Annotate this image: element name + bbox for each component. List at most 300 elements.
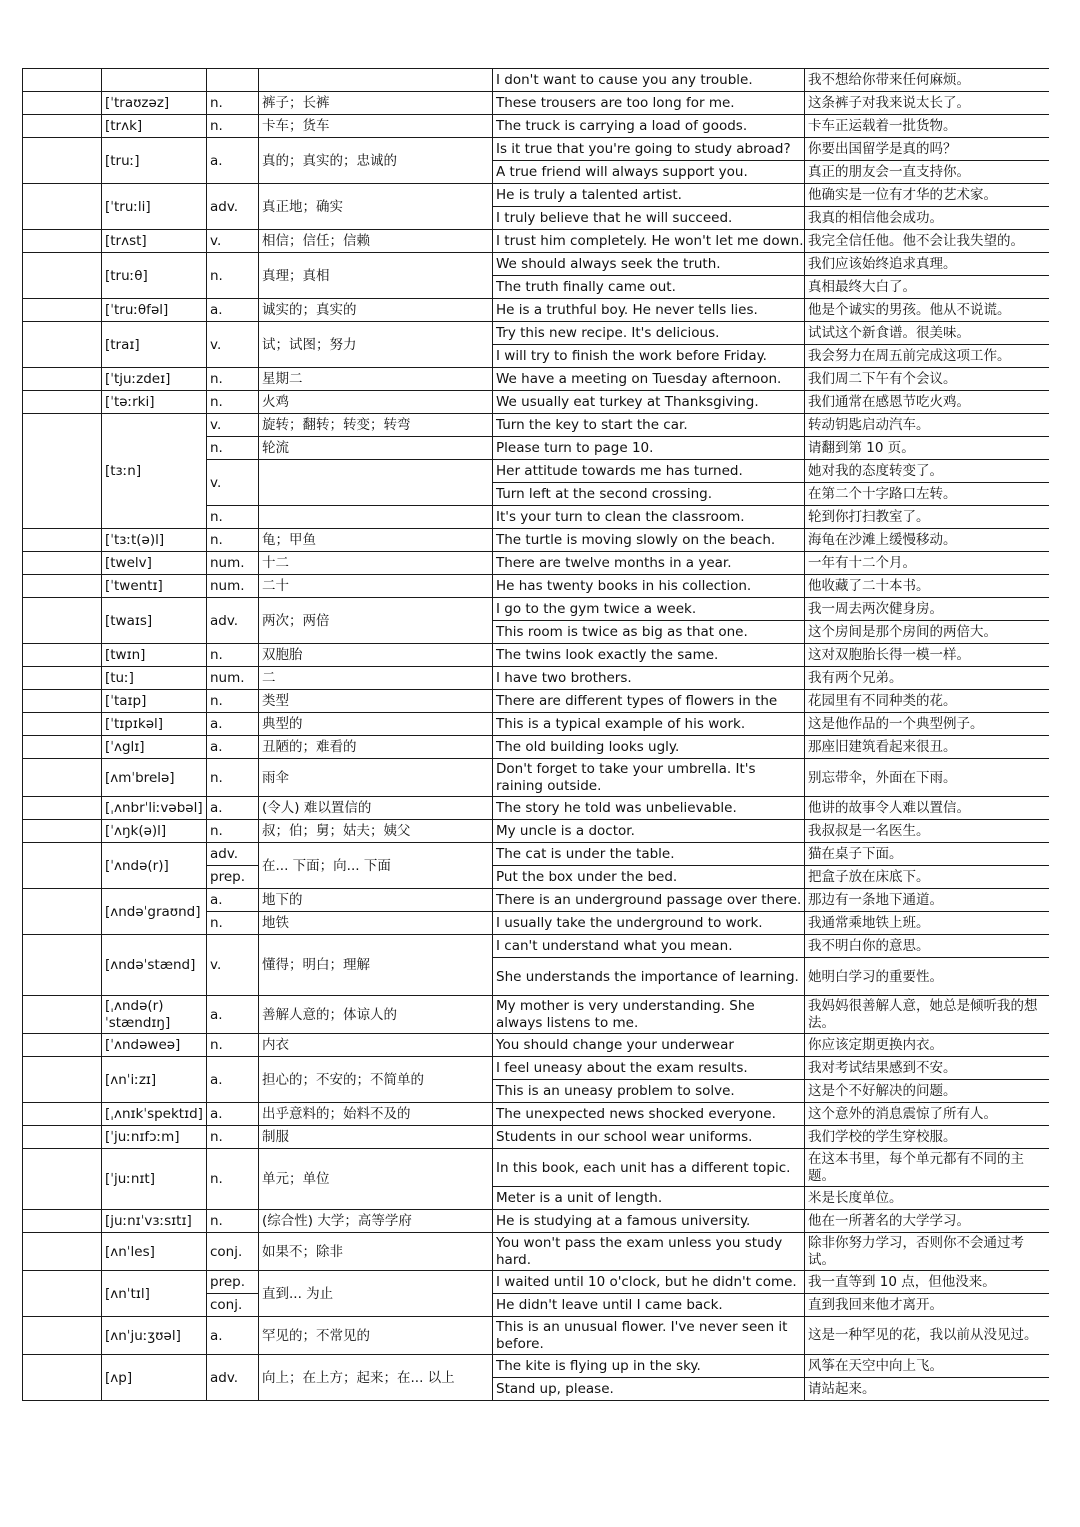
example-zh-cell: 我不想给你带来任何麻烦。 (805, 69, 1050, 92)
vocabulary-sheet (22, 68, 1049, 1445)
pos-cell: n. (207, 1126, 259, 1149)
example-zh-cell: 这个房间是那个房间的两倍大。 (805, 621, 1050, 644)
blank-cell (23, 1271, 102, 1317)
pos-cell: n. (207, 92, 259, 115)
example-en-cell: Students in our school wear uniforms. (493, 1126, 805, 1149)
pos-cell: n. (207, 759, 259, 797)
example-zh-cell: 直到我回来他才离开。 (805, 1294, 1050, 1317)
meaning-cell: 担心的；不安的；不简单的 (259, 1057, 493, 1103)
meaning-cell: 双胞胎 (259, 644, 493, 667)
phonetic-cell: [ˌʌnbrˈliːvəbəl] (102, 797, 207, 820)
example-zh-cell: 我妈妈很善解人意，她总是倾听我的想法。 (805, 996, 1050, 1034)
meaning-cell: 懂得；明白；理解 (259, 935, 493, 996)
pos-cell: num. (207, 552, 259, 575)
pos-cell: n. (207, 912, 259, 935)
example-en-cell: The truth finally came out. (493, 276, 805, 299)
table-row (23, 1233, 1050, 1271)
meaning-cell: (令人) 难以置信的 (259, 797, 493, 820)
meaning-cell: 火鸡 (259, 391, 493, 414)
pos-cell: a. (207, 1057, 259, 1103)
phonetic-cell: [ʌndəˈgraʊnd] (102, 889, 207, 935)
pos-cell: v. (207, 230, 259, 253)
blank-cell (23, 667, 102, 690)
pos-cell: conj. (207, 1294, 259, 1317)
example-zh-cell: 那座旧建筑看起来很丑。 (805, 736, 1050, 759)
blank-cell (23, 759, 102, 797)
example-en-cell: The truck is carrying a load of goods. (493, 115, 805, 138)
pos-cell: a. (207, 736, 259, 759)
example-en-cell: Turn the key to start the car. (493, 414, 805, 437)
pos-cell: n. (207, 368, 259, 391)
table-row (23, 713, 1050, 736)
pos-cell: prep. (207, 1271, 259, 1294)
phonetic-cell: [ˈtruːθfəl] (102, 299, 207, 322)
example-zh-cell: 除非你努力学习，否则你不会通过考试。 (805, 1233, 1050, 1271)
meaning-cell: 诚实的；真实的 (259, 299, 493, 322)
example-zh-cell: 他收藏了二十本书。 (805, 575, 1050, 598)
pos-cell: num. (207, 667, 259, 690)
blank-cell (23, 843, 102, 889)
example-en-cell: I usually take the underground to work. (493, 912, 805, 935)
pos-cell: v. (207, 322, 259, 368)
meaning-cell: 如果不；除非 (259, 1233, 493, 1271)
meaning-cell (259, 460, 493, 506)
phonetic-cell: [juːnɪˈvɜːsɪtɪ] (102, 1210, 207, 1233)
example-zh-cell: 你要出国留学是真的吗？ (805, 138, 1050, 161)
example-en-cell: My mother is very understanding. She always listens to me. (493, 996, 805, 1034)
example-en-cell: I have two brothers. (493, 667, 805, 690)
blank-cell (23, 391, 102, 414)
phonetic-cell: [ˈtjuːzdeɪ] (102, 368, 207, 391)
example-en-cell: He is truly a talented artist. (493, 184, 805, 207)
table-row (23, 414, 1050, 437)
pos-cell: n. (207, 690, 259, 713)
table-row (23, 797, 1050, 820)
meaning-cell: 善解人意的；体谅人的 (259, 996, 493, 1034)
table-row (23, 138, 1050, 161)
example-zh-cell: 这个意外的消息震惊了所有人。 (805, 1103, 1050, 1126)
phonetic-cell: [ʌmˈbrelə] (102, 759, 207, 797)
example-zh-cell: 我一直等到 10 点，但他没来。 (805, 1271, 1050, 1294)
blank-cell (23, 1034, 102, 1057)
table-row (23, 299, 1050, 322)
example-zh-cell: 海龟在沙滩上缓慢移动。 (805, 529, 1050, 552)
blank-cell (23, 414, 102, 529)
example-zh-cell: 风筝在天空中向上飞。 (805, 1355, 1050, 1378)
example-en-cell: In this book, each unit has a different topic. (493, 1149, 805, 1187)
example-zh-cell: 试试这个新食谱。很美味。 (805, 322, 1050, 345)
phonetic-cell: [ʌnˈiːzɪ] (102, 1057, 207, 1103)
meaning-cell: 地下的 (259, 889, 493, 912)
example-zh-cell: 把盒子放在床底下。 (805, 866, 1050, 889)
table-row (23, 92, 1050, 115)
meaning-cell: 典型的 (259, 713, 493, 736)
meaning-cell: 十二 (259, 552, 493, 575)
example-zh-cell: 他在一所著名的大学学习。 (805, 1210, 1050, 1233)
table-row (23, 996, 1050, 1034)
pos-cell: n. (207, 644, 259, 667)
example-zh-cell: 我一周去两次健身房。 (805, 598, 1050, 621)
meaning-cell: (综合性) 大学；高等学府 (259, 1210, 493, 1233)
blank-cell (23, 996, 102, 1034)
pos-cell: a. (207, 299, 259, 322)
phonetic-cell: [ˈtraʊzəz] (102, 92, 207, 115)
blank-cell (23, 69, 102, 92)
phonetic-cell: [ˈtwentɪ] (102, 575, 207, 598)
meaning-cell: 真理；真相 (259, 253, 493, 299)
meaning-cell: 制服 (259, 1126, 493, 1149)
example-en-cell: He is studying at a famous university. (493, 1210, 805, 1233)
phonetic-cell: [ˈʌglɪ] (102, 736, 207, 759)
example-zh-cell: 我们学校的学生穿校服。 (805, 1126, 1050, 1149)
table-row (23, 667, 1050, 690)
phonetic-cell: [traɪ] (102, 322, 207, 368)
example-en-cell: He didn't leave until I came back. (493, 1294, 805, 1317)
pos-cell: a. (207, 138, 259, 184)
blank-cell (23, 299, 102, 322)
example-zh-cell: 我们应该始终追求真理。 (805, 253, 1050, 276)
meaning-cell: 在... 下面；向... 下面 (259, 843, 493, 889)
phonetic-cell: [ˈʌndəweə] (102, 1034, 207, 1057)
example-en-cell: I feel uneasy about the exam results. (493, 1057, 805, 1080)
meaning-cell: 卡车；货车 (259, 115, 493, 138)
phonetic-cell: [twɪn] (102, 644, 207, 667)
table-row (23, 1355, 1050, 1378)
blank-cell (23, 1103, 102, 1126)
phonetic-cell: [ˈtruːli] (102, 184, 207, 230)
example-en-cell: Put the box under the bed. (493, 866, 805, 889)
table-row (23, 690, 1050, 713)
blank-cell (23, 736, 102, 759)
example-en-cell: The cat is under the table. (493, 843, 805, 866)
meaning-cell (259, 69, 493, 92)
phonetic-cell: [ʌp] (102, 1355, 207, 1401)
phonetic-cell: [ˈtɪpɪkəl] (102, 713, 207, 736)
example-en-cell: The old building looks ugly. (493, 736, 805, 759)
blank-cell (23, 368, 102, 391)
example-en-cell: You won't pass the exam unless you study hard. (493, 1233, 805, 1271)
example-zh-cell: 猫在桌子下面。 (805, 843, 1050, 866)
example-en-cell: We have a meeting on Tuesday afternoon. (493, 368, 805, 391)
meaning-cell: 星期二 (259, 368, 493, 391)
table-row (23, 552, 1050, 575)
blank-cell (23, 529, 102, 552)
phonetic-cell: [ˈʌŋk(ə)l] (102, 820, 207, 843)
blank-cell (23, 797, 102, 820)
phonetic-cell: [ˈtɜːt(ə)l] (102, 529, 207, 552)
pos-cell: n. (207, 391, 259, 414)
blank-cell (23, 552, 102, 575)
meaning-cell: 裤子；长裤 (259, 92, 493, 115)
blank-cell (23, 1355, 102, 1401)
example-en-cell: Is it true that you're going to study abroad? (493, 138, 805, 161)
pos-cell (207, 69, 259, 92)
example-zh-cell: 他是个诚实的男孩。他从不说谎。 (805, 299, 1050, 322)
pos-cell: a. (207, 889, 259, 912)
blank-cell (23, 1233, 102, 1271)
pos-cell: n. (207, 253, 259, 299)
example-zh-cell: 别忘带伞，外面在下雨。 (805, 759, 1050, 797)
example-zh-cell: 在这本书里，每个单元都有不同的主题。 (805, 1149, 1050, 1187)
pos-cell: n. (207, 529, 259, 552)
example-zh-cell: 我们周二下午有个会议。 (805, 368, 1050, 391)
meaning-cell: 试；试图；努力 (259, 322, 493, 368)
meaning-cell (259, 506, 493, 529)
example-zh-cell: 我通常乘地铁上班。 (805, 912, 1050, 935)
meaning-cell: 出乎意料的；始料不及的 (259, 1103, 493, 1126)
meaning-cell: 相信；信任；信赖 (259, 230, 493, 253)
example-zh-cell: 我会努力在周五前完成这项工作。 (805, 345, 1050, 368)
table-row (23, 935, 1050, 958)
blank-cell (23, 690, 102, 713)
blank-cell (23, 322, 102, 368)
table-row (23, 1034, 1050, 1057)
table-row (23, 759, 1050, 797)
blank-cell (23, 138, 102, 184)
example-zh-cell: 真相最终大白了。 (805, 276, 1050, 299)
example-en-cell: He has twenty books in his collection. (493, 575, 805, 598)
blank-cell (23, 115, 102, 138)
pos-cell: a. (207, 797, 259, 820)
example-en-cell: The unexpected news shocked everyone. (493, 1103, 805, 1126)
blank-cell (23, 598, 102, 644)
blank-cell (23, 713, 102, 736)
blank-cell (23, 92, 102, 115)
example-en-cell: The turtle is moving slowly on the beach. (493, 529, 805, 552)
phonetic-cell: [ˌʌndə(r)ˈstændɪŋ] (102, 996, 207, 1034)
example-zh-cell: 你应该定期更换内衣。 (805, 1034, 1050, 1057)
example-en-cell: I don't want to cause you any trouble. (493, 69, 805, 92)
table-row (23, 1103, 1050, 1126)
meaning-cell: 旋转；翻转；转变；转弯 (259, 414, 493, 437)
pos-cell: adv. (207, 184, 259, 230)
example-en-cell: There is an underground passage over there. (493, 889, 805, 912)
phonetic-cell: [ˌʌnɪkˈspektɪd] (102, 1103, 207, 1126)
example-zh-cell: 米是长度单位。 (805, 1187, 1050, 1210)
example-en-cell: Turn left at the second crossing. (493, 483, 805, 506)
blank-cell (23, 1317, 102, 1355)
example-en-cell: Stand up, please. (493, 1378, 805, 1401)
pos-cell: n. (207, 1034, 259, 1057)
phonetic-cell (102, 69, 207, 92)
example-en-cell: The twins look exactly the same. (493, 644, 805, 667)
table-row (23, 575, 1050, 598)
meaning-cell: 雨伞 (259, 759, 493, 797)
example-zh-cell: 轮到你打扫教室了。 (805, 506, 1050, 529)
phonetic-cell: [ʌnˈles] (102, 1233, 207, 1271)
meaning-cell: 二 (259, 667, 493, 690)
example-zh-cell: 我叔叔是一名医生。 (805, 820, 1050, 843)
pos-cell: n. (207, 437, 259, 460)
phonetic-cell: [ˈtaɪp] (102, 690, 207, 713)
pos-cell: a. (207, 1317, 259, 1355)
blank-cell (23, 1126, 102, 1149)
pos-cell: a. (207, 713, 259, 736)
pos-cell: n. (207, 506, 259, 529)
phonetic-cell: [trʌk] (102, 115, 207, 138)
blank-cell (23, 230, 102, 253)
example-zh-cell: 我对考试结果感到不安。 (805, 1057, 1050, 1080)
example-zh-cell: 我完全信任他。他不会让我失望的。 (805, 230, 1050, 253)
pos-cell: num. (207, 575, 259, 598)
example-en-cell: I truly believe that he will succeed. (493, 207, 805, 230)
pos-cell: v. (207, 414, 259, 437)
example-en-cell: This is an unusual flower. I've never seen it before. (493, 1317, 805, 1355)
pos-cell: conj. (207, 1233, 259, 1271)
pos-cell: prep. (207, 866, 259, 889)
example-zh-cell: 我们通常在感恩节吃火鸡。 (805, 391, 1050, 414)
phonetic-cell: [trʌst] (102, 230, 207, 253)
meaning-cell: 地铁 (259, 912, 493, 935)
pos-cell: n. (207, 820, 259, 843)
table-row (23, 322, 1050, 345)
example-zh-cell: 她对我的态度转变了。 (805, 460, 1050, 483)
pos-cell: n. (207, 1149, 259, 1210)
meaning-cell: 轮流 (259, 437, 493, 460)
table-row (23, 820, 1050, 843)
example-en-cell: He is a truthful boy. He never tells lies. (493, 299, 805, 322)
phonetic-cell: [ˈʌndə(r)] (102, 843, 207, 889)
blank-cell (23, 644, 102, 667)
example-en-cell: There are twelve months in a year. (493, 552, 805, 575)
example-en-cell: Try this new recipe. It's delicious. (493, 322, 805, 345)
pos-cell: adv. (207, 1355, 259, 1401)
example-en-cell: I will try to finish the work before Friday. (493, 345, 805, 368)
phonetic-cell: [truː] (102, 138, 207, 184)
phonetic-cell: [twaɪs] (102, 598, 207, 644)
pos-cell: n. (207, 115, 259, 138)
table-row (23, 1317, 1050, 1355)
example-en-cell: I waited until 10 o'clock, but he didn't come. (493, 1271, 805, 1294)
table-row (23, 1057, 1050, 1080)
example-zh-cell: 转动钥匙启动汽车。 (805, 414, 1050, 437)
blank-cell (23, 184, 102, 230)
example-en-cell: She understands the importance of learning. (493, 958, 805, 996)
meaning-cell: 罕见的；不常见的 (259, 1317, 493, 1355)
example-zh-cell: 一年有十二个月。 (805, 552, 1050, 575)
blank-cell (23, 820, 102, 843)
table-row (23, 644, 1050, 667)
example-zh-cell: 我真的相信他会成功。 (805, 207, 1050, 230)
example-zh-cell: 在第二个十字路口左转。 (805, 483, 1050, 506)
example-en-cell: Meter is a unit of length. (493, 1187, 805, 1210)
pos-cell: v. (207, 935, 259, 996)
table-row (23, 889, 1050, 912)
example-en-cell: Don't forget to take your umbrella. It's raining outside. (493, 759, 805, 797)
table-row (23, 529, 1050, 552)
meaning-cell: 单元；单位 (259, 1149, 493, 1210)
example-en-cell: This is an uneasy problem to solve. (493, 1080, 805, 1103)
example-zh-cell: 他讲的故事令人难以置信。 (805, 797, 1050, 820)
example-zh-cell: 这条裤子对我来说太长了。 (805, 92, 1050, 115)
example-en-cell: We should always seek the truth. (493, 253, 805, 276)
table-row (23, 184, 1050, 207)
table-row (23, 1149, 1050, 1187)
example-zh-cell: 请翻到第 10 页。 (805, 437, 1050, 460)
phonetic-cell: [twelv] (102, 552, 207, 575)
example-en-cell: This room is twice as big as that one. (493, 621, 805, 644)
meaning-cell: 类型 (259, 690, 493, 713)
example-zh-cell: 她明白学习的重要性。 (805, 958, 1050, 996)
meaning-cell: 二十 (259, 575, 493, 598)
phonetic-cell: [truːθ] (102, 253, 207, 299)
table-row (23, 1271, 1050, 1294)
table-row (23, 253, 1050, 276)
phonetic-cell: [ʌnˈtɪl] (102, 1271, 207, 1317)
example-en-cell: There are different types of flowers in the (493, 690, 805, 713)
table-row (23, 1126, 1050, 1149)
phonetic-cell: [ˈjuːnɪt] (102, 1149, 207, 1210)
example-zh-cell: 我有两个兄弟。 (805, 667, 1050, 690)
blank-cell (23, 253, 102, 299)
example-zh-cell: 他确实是一位有才华的艺术家。 (805, 184, 1050, 207)
blank-cell (23, 575, 102, 598)
meaning-cell: 直到... 为止 (259, 1271, 493, 1317)
example-zh-cell: 花园里有不同种类的花。 (805, 690, 1050, 713)
meaning-cell: 真正地；确实 (259, 184, 493, 230)
table-row (23, 736, 1050, 759)
pos-cell: n. (207, 1210, 259, 1233)
meaning-cell: 内衣 (259, 1034, 493, 1057)
example-zh-cell: 这是他作品的一个典型例子。 (805, 713, 1050, 736)
example-en-cell: We usually eat turkey at Thanksgiving. (493, 391, 805, 414)
blank-cell (23, 1149, 102, 1210)
example-en-cell: My uncle is a doctor. (493, 820, 805, 843)
example-zh-cell: 我不明白你的意思。 (805, 935, 1050, 958)
example-zh-cell: 卡车正运载着一批货物。 (805, 115, 1050, 138)
example-en-cell: The story he told was unbelievable. (493, 797, 805, 820)
example-en-cell: A true friend will always support you. (493, 161, 805, 184)
example-en-cell: Her attitude towards me has turned. (493, 460, 805, 483)
table-row (23, 115, 1050, 138)
pos-cell: adv. (207, 598, 259, 644)
blank-cell (23, 935, 102, 996)
example-en-cell: This is a typical example of his work. (493, 713, 805, 736)
example-en-cell: I trust him completely. He won't let me down. (493, 230, 805, 253)
phonetic-cell: [ˈtəːrki] (102, 391, 207, 414)
example-en-cell: I go to the gym twice a week. (493, 598, 805, 621)
table-row (23, 598, 1050, 621)
example-en-cell: I can't understand what you mean. (493, 935, 805, 958)
meaning-cell: 丑陋的；难看的 (259, 736, 493, 759)
table-row (23, 368, 1050, 391)
meaning-cell: 龟；甲鱼 (259, 529, 493, 552)
example-en-cell: These trousers are too long for me. (493, 92, 805, 115)
blank-cell (23, 1210, 102, 1233)
table-row (23, 69, 1050, 92)
meaning-cell: 真的；真实的；忠诚的 (259, 138, 493, 184)
meaning-cell: 叔；伯；舅；姑夫；姨父 (259, 820, 493, 843)
example-zh-cell: 这是个不好解决的问题。 (805, 1080, 1050, 1103)
phonetic-cell: [tuː] (102, 667, 207, 690)
pos-cell: a. (207, 996, 259, 1034)
blank-cell (23, 1057, 102, 1103)
phonetic-cell: [ʌnˈjuːʒʊəl] (102, 1317, 207, 1355)
phonetic-cell: [ʌndəˈstænd] (102, 935, 207, 996)
blank-cell (23, 889, 102, 935)
phonetic-cell: [tɜːn] (102, 414, 207, 529)
phonetic-cell: [ˈjuːnɪfɔːm] (102, 1126, 207, 1149)
example-zh-cell: 请站起来。 (805, 1378, 1050, 1401)
example-zh-cell: 这对双胞胎长得一模一样。 (805, 644, 1050, 667)
example-en-cell: It's your turn to clean the classroom. (493, 506, 805, 529)
table-row (23, 391, 1050, 414)
example-en-cell: The kite is flying up in the sky. (493, 1355, 805, 1378)
vocabulary-table (22, 68, 1049, 1401)
meaning-cell: 向上；在上方；起来；在... 以上 (259, 1355, 493, 1401)
example-en-cell: Please turn to page 10. (493, 437, 805, 460)
example-en-cell: You should change your underwear (493, 1034, 805, 1057)
